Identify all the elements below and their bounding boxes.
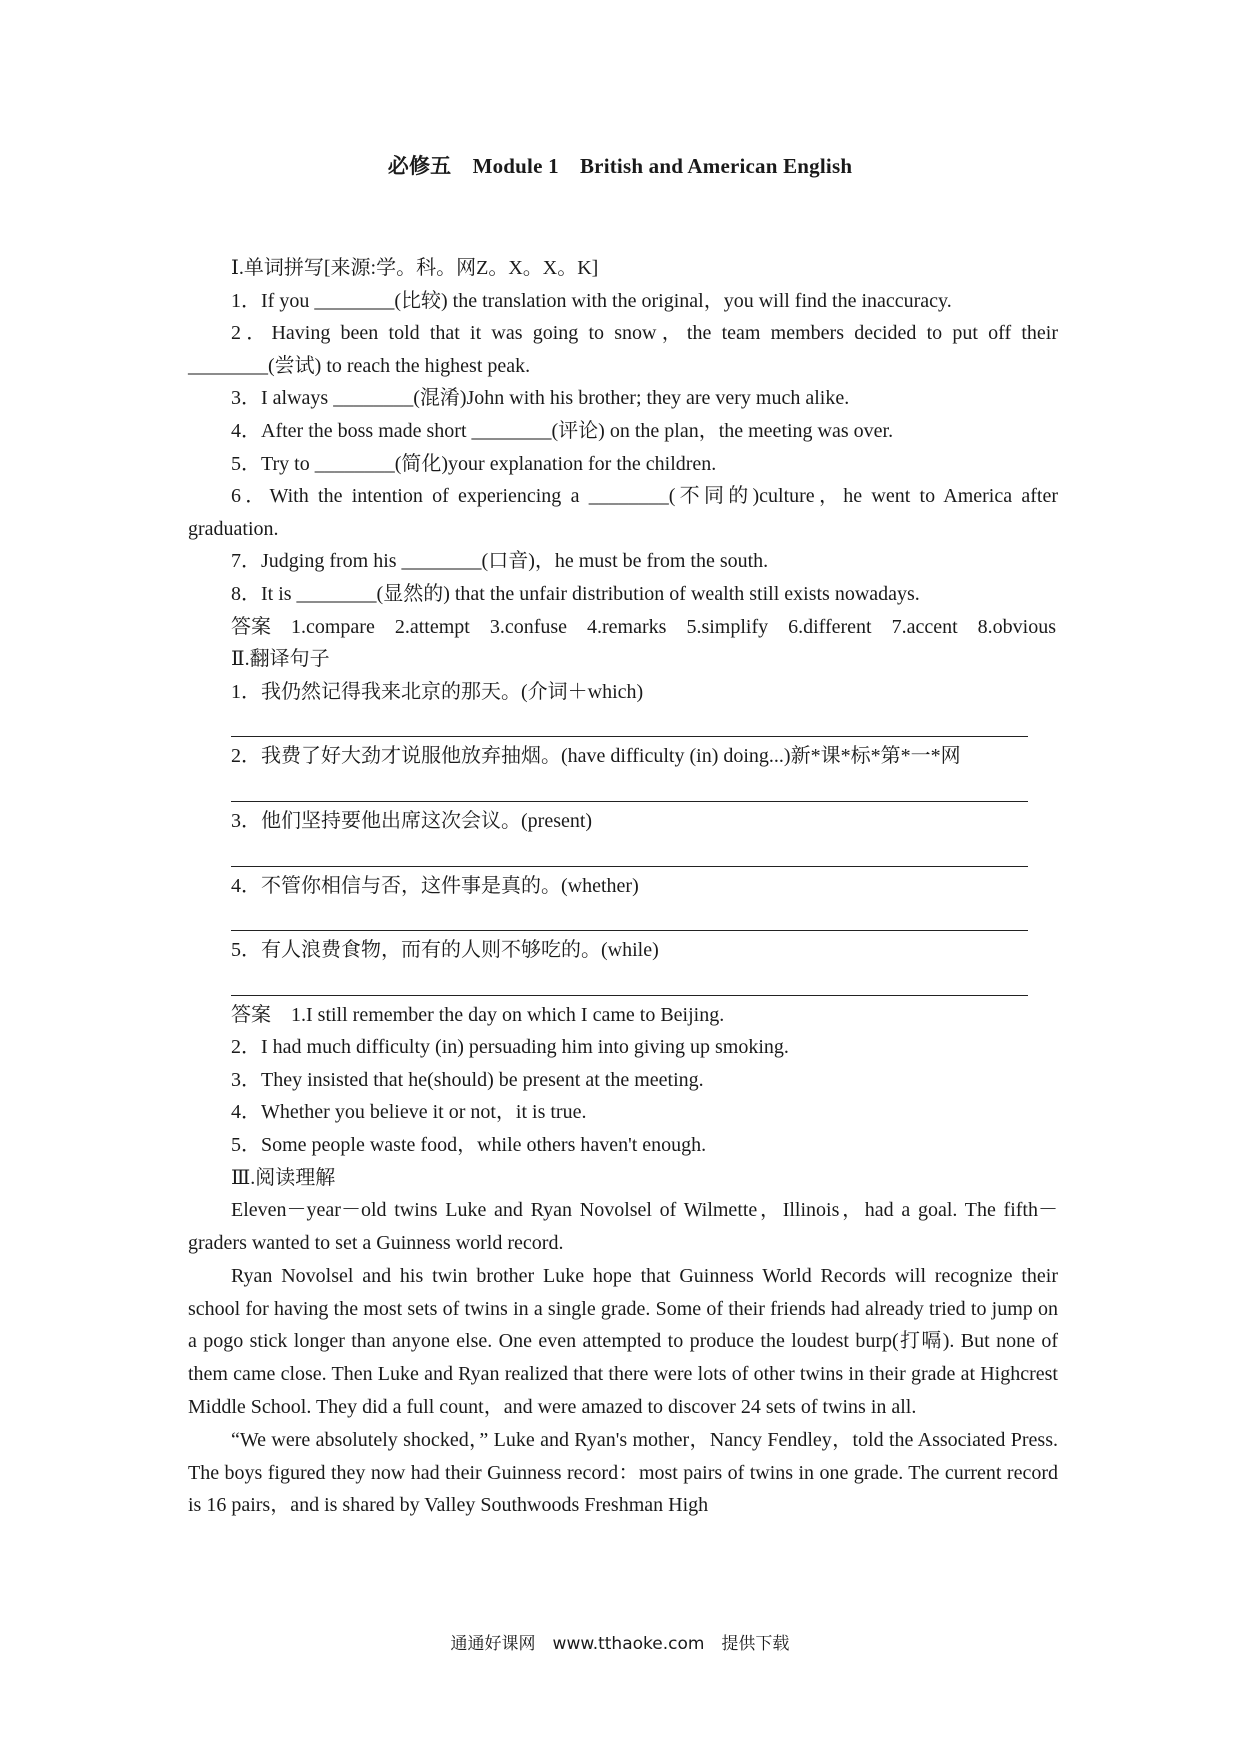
section-heading-reading: Ⅲ.阅读理解	[231, 1166, 336, 1189]
spelling-answer: 答案 1.compare 2.attempt 3.confuse 4.remarks 5.simplify 6.different 7.accent 8.obvious	[231, 615, 1056, 638]
spelling-item: 4．After the boss made short ________(评论) on the plan，the meeting was over.	[231, 419, 894, 442]
reading-paragraph: Eleven－year－old twins Luke and Ryan Novolsel of Wilmette，Illinois，had a goal. The fifth－graders wanted to set a Guinness world record.	[188, 1199, 1058, 1255]
section-heading-translation: Ⅱ.翻译句子	[231, 648, 330, 671]
spelling-item: 8．It is ________(显然的) that the unfair distribution of wealth still exists nowadays.	[231, 582, 920, 605]
spelling-item: 5．Try to ________(简化)your explanation for the children.	[231, 452, 717, 475]
translation-answer: 3．They insisted that he(should) be present at the meeting.	[231, 1068, 704, 1091]
spelling-item: 6．With the intention of experiencing a ________(不同的)culture，he went to America after graduation.	[188, 485, 1058, 540]
translation-answer: 5．Some people waste food，while others haven't enough.	[231, 1134, 707, 1157]
translation-answer: 4．Whether you believe it or not，it is true.	[231, 1101, 587, 1124]
answer-line	[231, 906, 1028, 931]
reading-paragraph: Ryan Novolsel and his twin brother Luke hope that Guinness World Records will recognize their school for having the most sets of twins in a single grade. Some of their friends had already tried to jump on a pogo stick longer than anyone else. One even attempted to produce the loudest burp(打嗝). But none of them came close. Then Luke and Ryan realized that there were lots of other twins in their grade at Highcrest Middle School. They did a full count，and were amazed to discover 24 sets of twins in all.	[188, 1264, 1058, 1419]
page-footer: 通通好课网 www.tthaoke.com 提供下载	[450, 1634, 790, 1654]
spelling-item: 3．I always ________(混淆)John with his brother; they are very much alike.	[231, 387, 850, 410]
answer-line	[231, 777, 1028, 802]
translation-item: 3．他们坚持要他出席这次会议。(present)	[231, 809, 593, 832]
answer-line	[231, 971, 1028, 996]
answer-line	[231, 842, 1028, 867]
answer-line	[231, 712, 1028, 737]
translation-answer: 答案 1.I still remember the day on which I came to Beijing.	[231, 1003, 725, 1026]
reading-paragraph: “We were absolutely shocked，” Luke and Ryan's mother，Nancy Fendley，told the Associated Press. The boys figured they now had their Guinness record：most pairs of twins in one grade. The current record is 16 pairs，and is shared by Valley Southwoods Freshman High	[188, 1428, 1058, 1517]
translation-item: 2．我费了好大劲才说服他放弃抽烟。(have difficulty (in) doing...)新*课*标*第*一*网	[231, 745, 961, 768]
section-heading-spelling: Ⅰ.单词拼写[来源:学。科。网Z。X。X。K]	[231, 257, 599, 279]
page-title: 必修五 Module 1 British and American English	[387, 154, 853, 178]
spelling-item: 7．Judging from his ________(口音)，he must be from the south.	[231, 550, 769, 573]
document-body	[188, 252, 1058, 1522]
spelling-item: 2．Having been told that it was going to snow，the team members decided to put off their ________(尝试) to reach the highest peak.	[188, 322, 1058, 377]
translation-item: 4．不管你相信与否，这件事是真的。(whether)	[231, 874, 639, 897]
translation-item: 1．我仍然记得我来北京的那天。(介词＋which)	[231, 680, 644, 703]
spelling-item: 1．If you ________(比较) the translation with the original，you will find the inaccuracy.	[231, 289, 952, 312]
translation-answer: 2．I had much difficulty (in) persuading him into giving up smoking.	[231, 1036, 789, 1059]
translation-item: 5．有人浪费食物，而有的人则不够吃的。(while)	[231, 939, 659, 962]
